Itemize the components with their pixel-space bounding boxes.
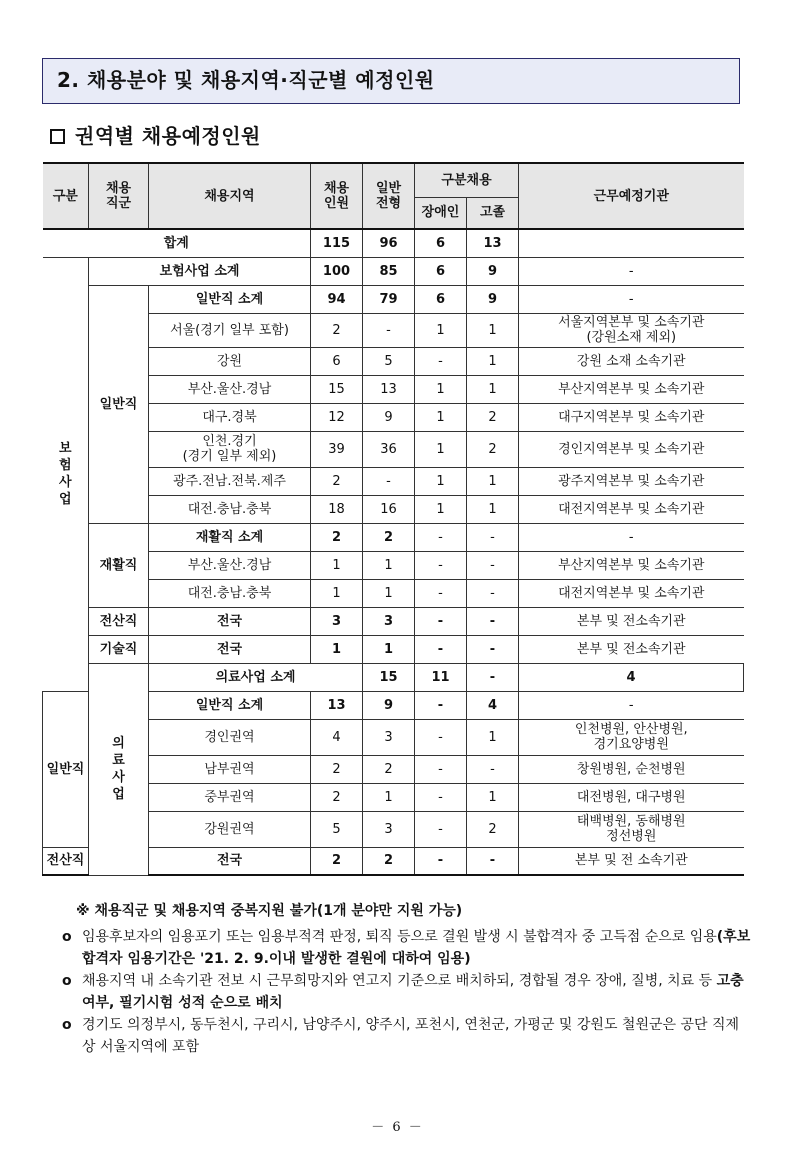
cell: - xyxy=(467,579,519,607)
cell: 인천병원, 안산병원, 경기요양병원 xyxy=(519,719,744,755)
table-row xyxy=(43,719,744,755)
cell: 전국 xyxy=(149,635,311,663)
cell: 부산.울산.경남 xyxy=(149,375,311,403)
cell: 3 xyxy=(363,719,415,755)
cell: 1 xyxy=(363,635,415,663)
cell: 1 xyxy=(311,635,363,663)
note-bullet-1 xyxy=(62,926,752,970)
medical-label: 의 료 사 업 xyxy=(89,663,149,875)
insurance-it-job-label: 전산직 xyxy=(89,607,149,635)
cell: 2 xyxy=(311,467,363,495)
page-number: － 6 － xyxy=(371,1120,424,1135)
cell: - xyxy=(415,607,467,635)
header-disabled: 장애인 xyxy=(415,197,467,229)
subheading xyxy=(50,120,261,149)
table-row xyxy=(43,257,744,285)
note-bullet-2-bold: 고충 여부, 필기시험 성적 순으로 배치 xyxy=(82,973,744,1011)
cell: - xyxy=(415,755,467,783)
cell: - xyxy=(467,755,519,783)
cell: 1 xyxy=(467,719,519,755)
notes xyxy=(62,900,752,1058)
header-separate: 구분채용 xyxy=(415,163,519,197)
table-row xyxy=(43,313,744,347)
cell: 강원권역 xyxy=(149,811,311,847)
total-workplace xyxy=(519,229,744,257)
cell: 2 xyxy=(467,811,519,847)
cell: 강원 소재 소속기관 xyxy=(519,347,744,375)
cell: 부산지역본부 및 소속기관 xyxy=(519,375,744,403)
note-bullet-1-text: 임용후보자의 임용포기 또는 임용부적격 판정, 퇴직 등으로 결원 발생 시 불합격자 중 고득점 순으로 임용 xyxy=(82,929,717,945)
cell: - xyxy=(467,635,519,663)
cell: 15 xyxy=(363,663,415,691)
cell: 2 xyxy=(363,847,415,875)
square-bullet-icon xyxy=(50,129,65,144)
table-row xyxy=(43,783,744,811)
note-bullet-2 xyxy=(62,970,752,1014)
cell: 대전지역본부 및 소속기관 xyxy=(519,579,744,607)
cell: 일반직 소계 xyxy=(149,691,311,719)
cell: 4 xyxy=(311,719,363,755)
cell: - xyxy=(467,847,519,875)
note-bullet-3-text: 경기도 의정부시, 동두천시, 구리시, 남양주시, 양주시, 포천시, 연천군, 가평군 및 강원도 철원군은 공단 직제상 서울지역에 포함 xyxy=(82,1017,740,1055)
cell: 3 xyxy=(311,607,363,635)
table-row xyxy=(43,551,744,579)
cell: 2 xyxy=(363,755,415,783)
cell: - xyxy=(415,347,467,375)
cell: 서울(경기 일부 포함) xyxy=(149,313,311,347)
cell: - xyxy=(363,467,415,495)
cell: 1 xyxy=(363,579,415,607)
cell: 79 xyxy=(363,285,415,313)
table-row xyxy=(43,847,744,875)
hiring-table xyxy=(42,162,744,876)
cell: 경인지역본부 및 소속기관 xyxy=(519,431,744,467)
cell: 16 xyxy=(363,495,415,523)
cell: 18 xyxy=(311,495,363,523)
cell: - xyxy=(415,847,467,875)
bullet-icon: o xyxy=(62,929,72,945)
cell: 2 xyxy=(467,431,519,467)
cell: 6 xyxy=(415,285,467,313)
insurance-subtotal-label: 보험사업 소계 xyxy=(89,257,311,285)
cell: - xyxy=(519,523,744,551)
cell: 1 xyxy=(415,403,467,431)
table-row xyxy=(43,607,744,635)
total-hire: 115 xyxy=(311,229,363,257)
cell: 광주지역본부 및 소속기관 xyxy=(519,467,744,495)
cell: 1 xyxy=(363,783,415,811)
cell: - xyxy=(363,313,415,347)
cell: 재활직 소계 xyxy=(149,523,311,551)
cell: 6 xyxy=(415,257,467,285)
cell: 5 xyxy=(363,347,415,375)
cell: 2 xyxy=(311,755,363,783)
cell: 5 xyxy=(311,811,363,847)
total-label: 합계 xyxy=(43,229,311,257)
cell: 1 xyxy=(467,783,519,811)
cell: 광주.전남.전북.제주 xyxy=(149,467,311,495)
cell: - xyxy=(415,551,467,579)
cell: 3 xyxy=(363,811,415,847)
cell: 2 xyxy=(363,523,415,551)
cell: 전국 xyxy=(149,847,311,875)
cell: 대전.충남.충북 xyxy=(149,495,311,523)
cell: - xyxy=(415,719,467,755)
header-jikgun: 채용 직군 xyxy=(89,163,149,229)
bullet-icon: o xyxy=(62,1017,72,1033)
cell: 2 xyxy=(467,403,519,431)
cell: 본부 및 전소속기관 xyxy=(519,635,744,663)
cell: - xyxy=(415,579,467,607)
subheading-text: 권역별 채용예정인원 xyxy=(75,124,261,148)
table-row xyxy=(43,811,744,847)
cell: 전국 xyxy=(149,607,311,635)
cell: 36 xyxy=(363,431,415,467)
table-row-total xyxy=(43,229,744,257)
header-hire: 채용 인원 xyxy=(311,163,363,229)
cell: 12 xyxy=(311,403,363,431)
table-row xyxy=(43,635,744,663)
insurance-tech-job-label: 기술직 xyxy=(89,635,149,663)
insurance-rehab-job-label: 재활직 xyxy=(89,523,149,607)
cell: 9 xyxy=(363,691,415,719)
cell: 2 xyxy=(311,313,363,347)
cell: 2 xyxy=(311,523,363,551)
cell: 본부 및 전소속기관 xyxy=(519,607,744,635)
insurance-label: 보 험 사 업 xyxy=(43,257,89,691)
cell: 9 xyxy=(467,285,519,313)
cell: 13 xyxy=(363,375,415,403)
header-highschool: 고졸 xyxy=(467,197,519,229)
cell: 남부권역 xyxy=(149,755,311,783)
cell: 1 xyxy=(311,551,363,579)
cell: 1 xyxy=(415,495,467,523)
cell: 본부 및 전 소속기관 xyxy=(519,847,744,875)
cell: 일반직 소계 xyxy=(149,285,311,313)
cell: 1 xyxy=(467,313,519,347)
cell: - xyxy=(467,607,519,635)
cell: 대전병원, 대구병원 xyxy=(519,783,744,811)
table-row xyxy=(43,285,744,313)
table-row xyxy=(43,579,744,607)
header-general: 일반 전형 xyxy=(363,163,415,229)
cell: 9 xyxy=(363,403,415,431)
cell: 1 xyxy=(363,551,415,579)
cell: 15 xyxy=(311,375,363,403)
table-row xyxy=(43,467,744,495)
cell: 100 xyxy=(311,257,363,285)
cell: 서울지역본부 및 소속기관 (강원소재 제외) xyxy=(519,313,744,347)
header-gubun: 구분 xyxy=(43,163,89,229)
bullet-icon: o xyxy=(62,973,72,989)
note-bullet-3 xyxy=(62,1014,752,1058)
cell: 11 xyxy=(415,663,467,691)
cell: 창원병원, 순천병원 xyxy=(519,755,744,783)
table-row xyxy=(43,523,744,551)
cell: 39 xyxy=(311,431,363,467)
cell: - xyxy=(467,663,519,691)
insurance-general-job-label: 일반직 xyxy=(89,285,149,523)
table-row xyxy=(43,755,744,783)
cell: 대전.충남.충북 xyxy=(149,579,311,607)
cell: 4 xyxy=(467,691,519,719)
cell: - xyxy=(415,523,467,551)
medical-it-job-label: 전산직 xyxy=(43,847,89,875)
cell: 대구.경북 xyxy=(149,403,311,431)
cell: 부산지역본부 및 소속기관 xyxy=(519,551,744,579)
cell: 1 xyxy=(467,467,519,495)
cell: 대전지역본부 및 소속기관 xyxy=(519,495,744,523)
cell: 1 xyxy=(415,431,467,467)
cell: 1 xyxy=(467,375,519,403)
cell: - xyxy=(467,523,519,551)
total-highschool: 13 xyxy=(467,229,519,257)
table-row xyxy=(43,691,744,719)
cell: - xyxy=(415,783,467,811)
table-row xyxy=(43,403,744,431)
cell: 2 xyxy=(311,847,363,875)
cell: - xyxy=(415,691,467,719)
note-bullet-1-bold: (후보합격자 임용기간은 '21. 2. 9.이내 발생한 결원에 대하여 임용) xyxy=(82,929,751,967)
cell: - xyxy=(519,285,744,313)
cell: 경인권역 xyxy=(149,719,311,755)
total-disabled: 6 xyxy=(415,229,467,257)
cell: 3 xyxy=(363,607,415,635)
cell: 1 xyxy=(415,375,467,403)
section-title: 2. 채용분야 및 채용지역·직군별 예정인원 xyxy=(42,58,740,104)
cell: 1 xyxy=(311,579,363,607)
cell: 85 xyxy=(363,257,415,285)
cell: - xyxy=(519,257,744,285)
medical-subtotal-label: 의료사업 소계 xyxy=(149,663,363,691)
note-bullet-2-text: 채용지역 내 소속기관 전보 시 근무희망지와 연고지 기준으로 배치하되, 경합될 경우 장애, 질병, 치료 등 xyxy=(82,973,717,989)
cell: 1 xyxy=(467,495,519,523)
table-row xyxy=(43,495,744,523)
note-star: ※ 채용직군 및 채용지역 중복지원 불가(1개 분야만 지원 가능) xyxy=(76,903,463,919)
cell: 6 xyxy=(311,347,363,375)
cell: 2 xyxy=(311,783,363,811)
medical-general-job-label: 일반직 xyxy=(43,691,89,847)
cell: - xyxy=(415,635,467,663)
cell: - xyxy=(519,691,744,719)
cell: 중부권역 xyxy=(149,783,311,811)
table-row xyxy=(43,663,744,691)
total-general: 96 xyxy=(363,229,415,257)
table-row xyxy=(43,347,744,375)
table-row xyxy=(43,431,744,467)
cell: 9 xyxy=(467,257,519,285)
table-row xyxy=(43,375,744,403)
cell: 1 xyxy=(467,347,519,375)
cell: 대구지역본부 및 소속기관 xyxy=(519,403,744,431)
cell: - xyxy=(415,811,467,847)
cell: 부산.울산.경남 xyxy=(149,551,311,579)
cell: 인천.경기 (경기 일부 제외) xyxy=(149,431,311,467)
header-workplace: 근무예정기관 xyxy=(519,163,744,229)
header-region: 채용지역 xyxy=(149,163,311,229)
cell: 13 xyxy=(311,691,363,719)
cell: 태백병원, 동해병원 정선병원 xyxy=(519,811,744,847)
cell: 4 xyxy=(519,663,744,691)
cell: - xyxy=(467,551,519,579)
cell: 1 xyxy=(415,467,467,495)
cell: 강원 xyxy=(149,347,311,375)
cell: 1 xyxy=(415,313,467,347)
cell: 94 xyxy=(311,285,363,313)
